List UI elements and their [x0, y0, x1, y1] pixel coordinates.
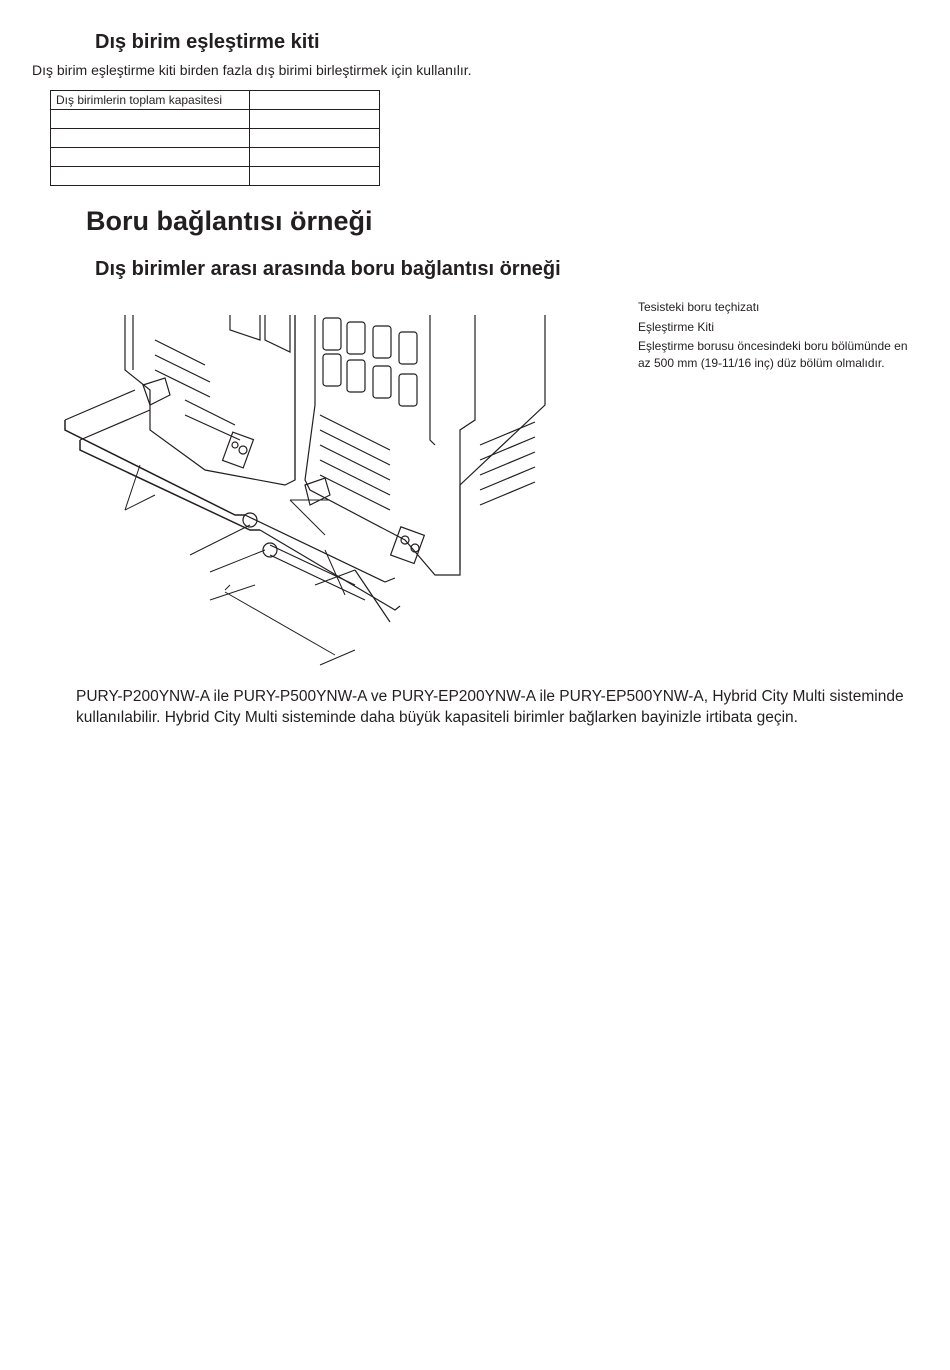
table-cell: [250, 110, 380, 129]
outdoor-unit-right: [305, 315, 545, 575]
legend-straight-section: Eşleştirme borusu öncesindeki boru bölümünde en az 500 mm (19-11/16 inç) düz bölüm olmalıdır.: [638, 339, 908, 370]
table-header-cell: Dış birimlerin toplam kapasitesi: [51, 91, 250, 110]
table-header-row: [51, 91, 380, 110]
capacity-table: [50, 90, 380, 186]
field-piping: [65, 390, 400, 622]
table-cell: [250, 167, 380, 186]
table-cell: [250, 148, 380, 167]
table-row: [51, 148, 380, 167]
kit-description: Dış birim eşleştirme kiti birden fazla dış birimi birleştirmek için kullanılır.: [32, 62, 472, 78]
pipe-connection-diagram: [55, 310, 575, 675]
table-row: [51, 129, 380, 148]
table-cell: [51, 167, 250, 186]
outdoor-unit-left: [125, 315, 295, 485]
table-row: [51, 167, 380, 186]
section-heading-pipe-connection: Boru bağlantısı örneği: [86, 206, 373, 236]
compatibility-note: PURY-P200YNW-A ile PURY-P500YNW-A ve PURY-EP200YNW-A ile PURY-EP500YNW-A, Hybrid City Multi sisteminde kullanılabilir. Hybrid City Multi sisteminde daha büyük kapasiteli birimler bağlarken bayinizle irtibata geçin.: [76, 688, 904, 726]
table-row: [51, 110, 380, 129]
section-heading-kit: Dış birim eşleştirme kiti: [95, 31, 320, 53]
legend-matching-kit: Eşleştirme Kiti: [638, 320, 715, 334]
legend-field-piping: Tesisteki boru teçhizatı: [638, 300, 760, 314]
table-cell: [51, 110, 250, 129]
table-header-cell-empty: [250, 91, 380, 110]
table-cell: [250, 129, 380, 148]
table-cell: [51, 148, 250, 167]
subheading-pipe-between-units: Dış birimler arası arasında boru bağlantısı örneği: [95, 258, 561, 280]
table-cell: [51, 129, 250, 148]
